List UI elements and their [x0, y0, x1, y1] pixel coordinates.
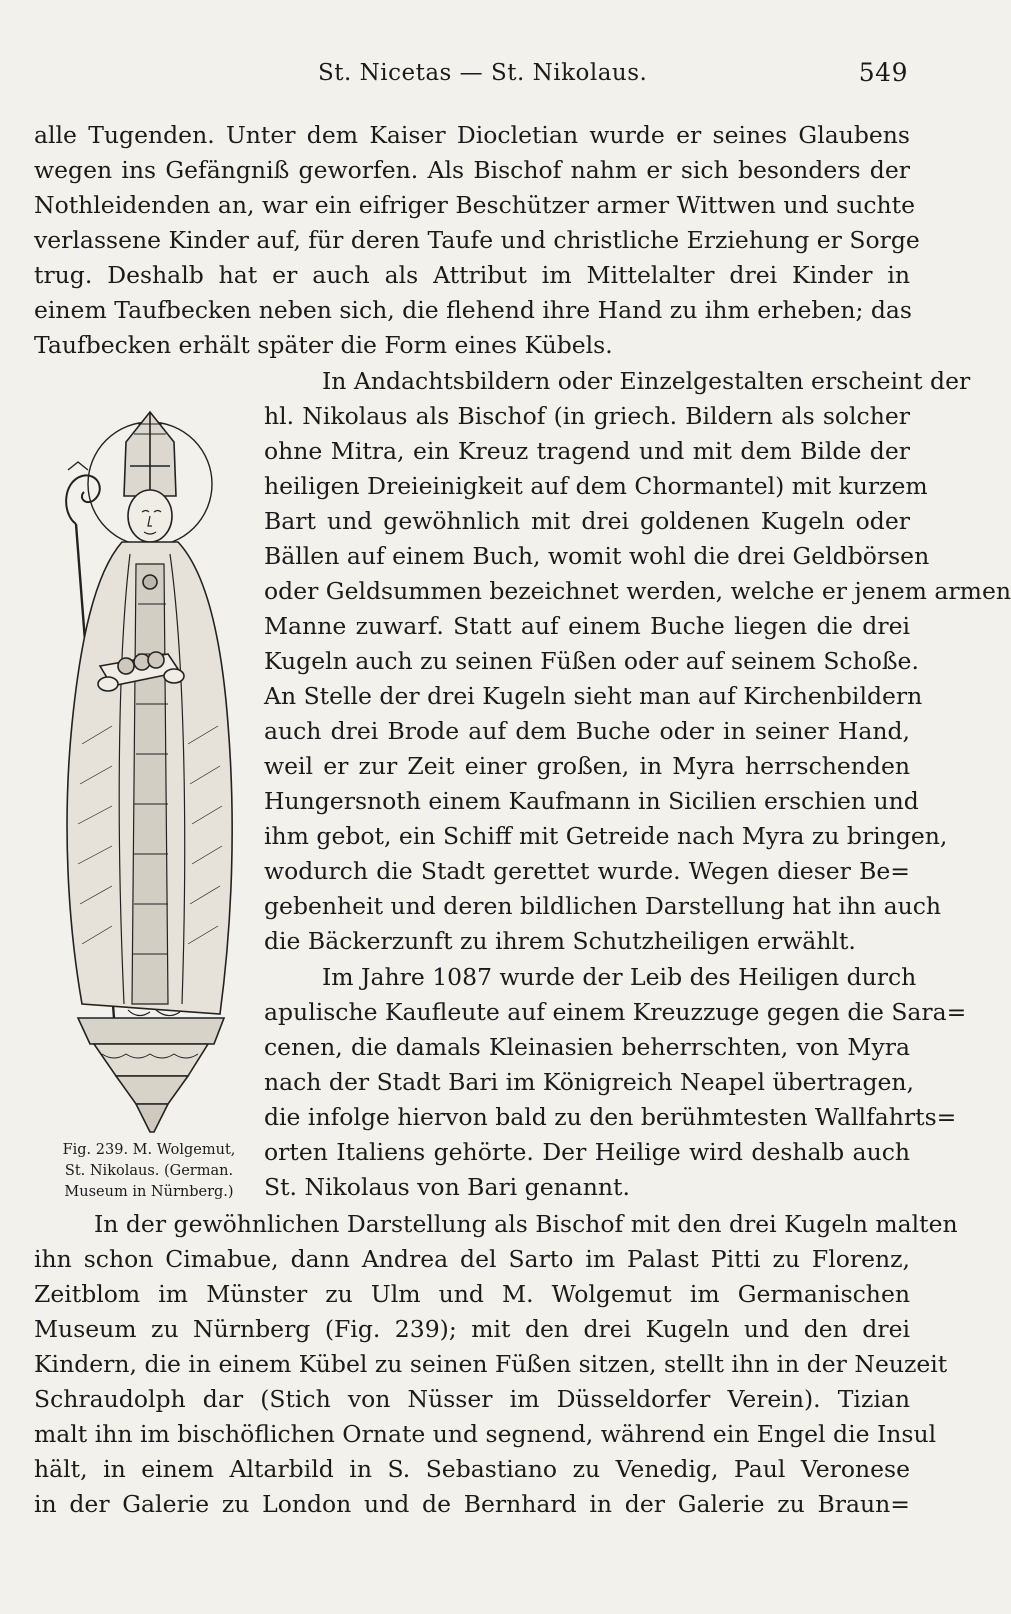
text-line: einem Taufbecken neben sich, die flehend ihre Hand zu ihm erheben; das [34, 296, 912, 324]
text-line: Museum zu Nürnberg (Fig. 239); mit den drei Kugeln und den drei [34, 1315, 910, 1343]
running-title: St. Nicetas — St. Nikolaus. [318, 60, 648, 86]
text-line: Bällen auf einem Buch, womit wohl die drei Geldbörsen [264, 542, 930, 570]
text-line: wegen ins Gefängniß geworfen. Als Bischof nahm er sich besonders der [34, 156, 910, 184]
figure-239 [38, 404, 260, 1144]
text-line: In Andachtsbildern oder Einzelgestalten erscheint der [322, 367, 971, 395]
text-line: hl. Nikolaus als Bischof (in griech. Bildern als solcher [264, 402, 910, 430]
text-line: Zeitblom im Münster zu Ulm und M. Wolgemut im Germanischen [34, 1280, 910, 1308]
text-line: oder Geldsummen bezeichnet werden, welche er jenem armen [264, 577, 1011, 605]
text-line: In der gewöhnlichen Darstellung als Bischof mit den drei Kugeln malten [94, 1210, 958, 1238]
text-line: An Stelle der drei Kugeln sieht man auf Kirchenbildern [264, 682, 923, 710]
text-line: trug. Deshalb hat er auch als Attribut im Mittelalter drei Kinder in [34, 261, 910, 289]
text-line: malt ihn im bischöflichen Ornate und segnend, während ein Engel die Insul [34, 1420, 937, 1448]
text-line: Kugeln auch zu seinen Füßen oder auf seinem Schoße. [264, 647, 919, 675]
text-line: Hungersnoth einem Kaufmann in Sicilien erschien und [264, 787, 919, 815]
text-line: orten Italiens gehörte. Der Heilige wird deshalb auch [264, 1138, 910, 1166]
text-line: Bart und gewöhnlich mit drei goldenen Kugeln oder [264, 507, 910, 535]
text-line: nach der Stadt Bari im Königreich Neapel übertragen, [264, 1068, 915, 1096]
text-line: in der Galerie zu London und de Bernhard in der Galerie zu Braun= [34, 1490, 910, 1518]
caption-line: St. Nikolaus. (German. [64, 1163, 234, 1179]
caption-line: Museum in Nürnberg.) [64, 1184, 234, 1200]
bishop-saint-engraving-icon [38, 404, 260, 1144]
text-line: St. Nikolaus von Bari genannt. [264, 1173, 630, 1201]
text-line: weil er zur Zeit einer großen, in Myra herrschenden [264, 752, 910, 780]
text-line: Kindern, die in einem Kübel zu seinen Füßen sitzen, stellt ihn in der Neuzeit [34, 1350, 948, 1378]
caption-line: Fig. 239. M. Wolgemut, [62, 1142, 236, 1158]
text-line: die Bäckerzunft zu ihrem Schutzheiligen erwählt. [264, 927, 856, 955]
text-line: Schraudolph dar (Stich von Nüsser im Düsseldorfer Verein). Tizian [34, 1385, 910, 1413]
text-line: auch drei Brode auf dem Buche oder in seiner Hand, [264, 717, 910, 745]
text-line: die infolge hiervon bald zu den berühmtesten Wallfahrts= [264, 1103, 957, 1131]
running-header [0, 54, 1000, 94]
text-line: ihn schon Cimabue, dann Andrea del Sarto im Palast Pitti zu Florenz, [34, 1245, 910, 1273]
text-line: verlassene Kinder auf, für deren Taufe und christliche Erziehung er Sorge [34, 226, 920, 254]
text-line: ohne Mitra, ein Kreuz tragend und mit dem Bilde der [264, 437, 910, 465]
text-line: alle Tugenden. Unter dem Kaiser Diocletian wurde er seines Glaubens [34, 121, 910, 149]
text-line: Manne zuwarf. Statt auf einem Buche liegen die drei [264, 612, 910, 640]
text-line: Taufbecken erhält später die Form eines Kübels. [34, 331, 613, 359]
figure-caption [40, 1140, 258, 1203]
text-line: cenen, die damals Kleinasien beherrschten, von Myra [264, 1033, 910, 1061]
text-line: hält, in einem Altarbild in S. Sebastiano zu Venedig, Paul Veronese [34, 1455, 910, 1483]
text-line: Nothleidenden an, war ein eifriger Beschützer armer Wittwen und suchte [34, 191, 915, 219]
text-line: gebenheit und deren bildlichen Darstellung hat ihn auch [264, 892, 942, 920]
text-line: Im Jahre 1087 wurde der Leib des Heiligen durch [322, 963, 917, 991]
text-line: heiligen Dreieinigkeit auf dem Chormantel) mit kurzem [264, 472, 928, 500]
text-line: wodurch die Stadt gerettet wurde. Wegen dieser Be= [264, 857, 910, 885]
text-line: ihm gebot, ein Schiff mit Getreide nach Myra zu bringen, [264, 822, 948, 850]
text-line: apulische Kaufleute auf einem Kreuzzuge gegen die Sara= [264, 998, 967, 1026]
page-number: 549 [858, 58, 908, 87]
